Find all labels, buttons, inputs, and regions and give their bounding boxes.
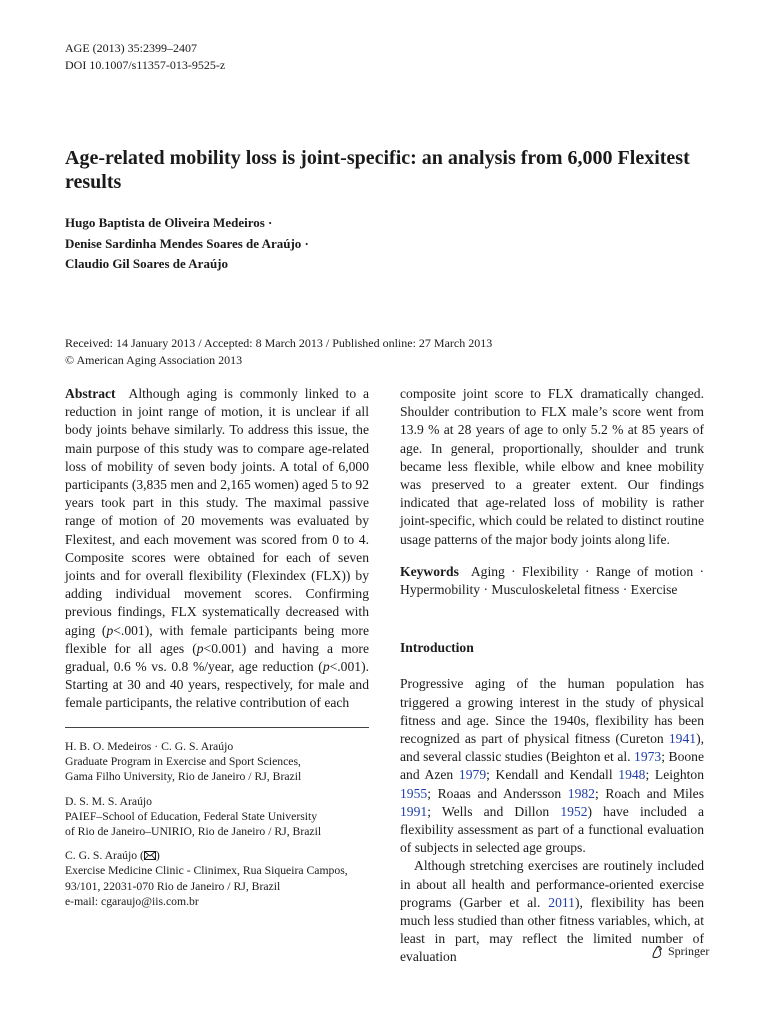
intro-text: ; Boone and Azen bbox=[400, 749, 704, 783]
author-2[interactable]: Denise Sardinha Mendes Soares de Araújo · bbox=[65, 235, 309, 251]
affiliation-block-2 bbox=[65, 794, 385, 840]
intro-text: ; Roach and Miles bbox=[594, 785, 704, 801]
citation-link[interactable]: 2011 bbox=[548, 894, 575, 910]
citation-link[interactable]: 1941 bbox=[668, 731, 697, 747]
intro-text: ; Leighton bbox=[645, 767, 704, 783]
publisher-logo bbox=[650, 944, 709, 959]
abstract-text-1: Although aging is commonly linked to a reduction in joint range of motion, it is unclear if all body joints behave similarly. To address this issue, the main purpose of this study was to compare age-related loss of mobility of seven body joints. A total of 6,000 participants (3,835 men and 2,165 women) aged 5 to 92 years took part in this study. The maximal passive range of motion of 20 movements was evaluated by Flexitest, and each movement was scored from 0 to 4. Composite scores were obtained for each of seven joints and for overall flexibility (Flexindex (FLX)) by adding individual movement scores. Confirming previous findings, FLX systematically decreased with aging ( bbox=[65, 386, 369, 638]
history-line: Received: 14 January 2013 / Accepted: 8 March 2013 / Published online: 27 March 2013 bbox=[65, 336, 493, 350]
keywords-label: Keywords bbox=[400, 563, 459, 579]
affiliation-line: D. S. M. S. Araújo bbox=[65, 794, 153, 808]
keywords bbox=[400, 563, 704, 599]
abstract-label: Abstract bbox=[65, 386, 116, 401]
citation-link[interactable]: 1982 bbox=[567, 785, 595, 801]
intro-text: ), flexibility has been much less studied than other fitness variables, which, at least in part, may reflect the limited number of evaluation bbox=[400, 894, 705, 965]
keywords-text: Aging · Flexibility · Range of motion · Hypermobility · Musculoskeletal fitness · Exercise bbox=[400, 563, 704, 598]
affiliation-line: Graduate Program in Exercise and Sport Sciences, bbox=[65, 755, 301, 769]
citation-link[interactable]: 1952 bbox=[560, 803, 588, 819]
intro-text: ) have included a flexibility assessment as part of a functional evaluation of subjects in selected age groups. bbox=[400, 803, 704, 856]
p-symbol: p bbox=[322, 659, 330, 675]
corresponding-author-line bbox=[65, 848, 385, 863]
publisher-name: Springer bbox=[668, 944, 710, 958]
affiliation-text: ) bbox=[155, 849, 160, 863]
right-column bbox=[400, 385, 704, 967]
doi-line: DOI 10.1007/s11357-013-9525-z bbox=[65, 58, 226, 72]
abstract-text-3: <0.001) and having a more gradual, 0.6 % vs. 0.8 %/year, age reduction ( bbox=[65, 640, 369, 675]
intro-text: Progressive aging of the human population has triggered a growing interest in the study of physical fitness and age. Since the 1940s, flexibility has been recognized as part of physical fitness (Cureton bbox=[400, 676, 704, 747]
citation-link[interactable]: 1955 bbox=[400, 785, 428, 801]
intro-text: ), and several classic studies (Beighton et al. bbox=[400, 731, 704, 765]
intro-text: ; Kendall and Kendall bbox=[486, 767, 619, 783]
intro-text: ; Roaas and Andersson bbox=[427, 785, 568, 801]
author-1[interactable]: Hugo Baptista de Oliveira Medeiros · bbox=[65, 215, 273, 230]
citation-link[interactable]: 1991 bbox=[400, 803, 428, 819]
abstract-text-4: <.001). Starting at 30 and 40 years, respectively, for male and female participants, the relative contribution of each bbox=[65, 659, 369, 711]
citation-link[interactable]: 1973 bbox=[634, 749, 662, 765]
author-3[interactable]: Claudio Gil Soares de Araújo bbox=[65, 256, 229, 271]
affiliation-block-1 bbox=[65, 739, 385, 785]
abstract-text-2: <.001), with female participants being more flexible for all ages ( bbox=[65, 622, 369, 656]
paper-title: Age-related mobility loss is joint-specific: an analysis from 6,000 Flexitest results bbox=[65, 147, 690, 193]
affiliation-line: of Rio de Janeiro–UNIRIO, Rio de Janeiro / RJ, Brazil bbox=[65, 825, 322, 839]
affiliation-line: 93/101, 22031-070 Rio de Janeiro / RJ, Brazil bbox=[65, 879, 281, 893]
citation-link[interactable]: 1948 bbox=[618, 767, 646, 783]
journal-citation: AGE (2013) 35:2399–2407 bbox=[65, 41, 197, 55]
abstract bbox=[65, 385, 369, 713]
affiliation-line: Gama Filho University, Rio de Janeiro / RJ, Brazil bbox=[65, 770, 302, 784]
affiliation-line: PAIEF–School of Education, Federal State University bbox=[65, 809, 318, 823]
copyright-holder: American Aging Association 2013 bbox=[76, 353, 243, 367]
left-column bbox=[65, 385, 369, 713]
author-list bbox=[65, 213, 309, 275]
introduction-heading: Introduction bbox=[400, 640, 474, 656]
intro-text: Although stretching exercises are routinely included in about all health and performance-oriented exercise programs (Garber et al. bbox=[400, 858, 704, 910]
p-symbol: p bbox=[106, 622, 114, 638]
publication-dates bbox=[65, 335, 492, 369]
email-line[interactable]: e-mail: cgaraujo@iis.com.br bbox=[65, 894, 199, 908]
affiliation-block-3 bbox=[65, 848, 385, 909]
affiliation-line: H. B. O. Medeiros · C. G. S. Araújo bbox=[65, 740, 234, 753]
footnote-divider bbox=[65, 727, 369, 728]
abstract-continued: composite joint score to FLX dramatically changed. Shoulder contribution to FLX male’s score went from 13.9 % at 28 years of age to only 5.2 % at 85 years of age. In general, proportionally, shoulder and trunk became less flexible, while elbow and knee mobility was preserved to a greater extent. Our findings indicated that age-related loss of mobility is rather joint-specific, which could be related to distinct routine usage patterns of the major body joints along life. bbox=[400, 386, 704, 547]
journal-meta bbox=[65, 40, 225, 74]
intro-text: ; Wells and Dillon bbox=[427, 803, 561, 819]
affiliation-text: C. G. S. Araújo ( bbox=[65, 849, 144, 863]
copyright-line bbox=[65, 352, 492, 369]
springer-horse-icon bbox=[650, 945, 664, 959]
copyright-icon: © bbox=[65, 353, 75, 367]
p-symbol: p bbox=[196, 640, 204, 656]
affiliations bbox=[65, 739, 385, 918]
citation-link[interactable]: 1979 bbox=[458, 767, 487, 783]
envelope-icon bbox=[144, 851, 156, 860]
affiliation-line: Exercise Medicine Clinic - Clinimex, Rua Siqueira Campos, bbox=[65, 864, 348, 878]
intro-paragraph-1 bbox=[400, 675, 704, 857]
